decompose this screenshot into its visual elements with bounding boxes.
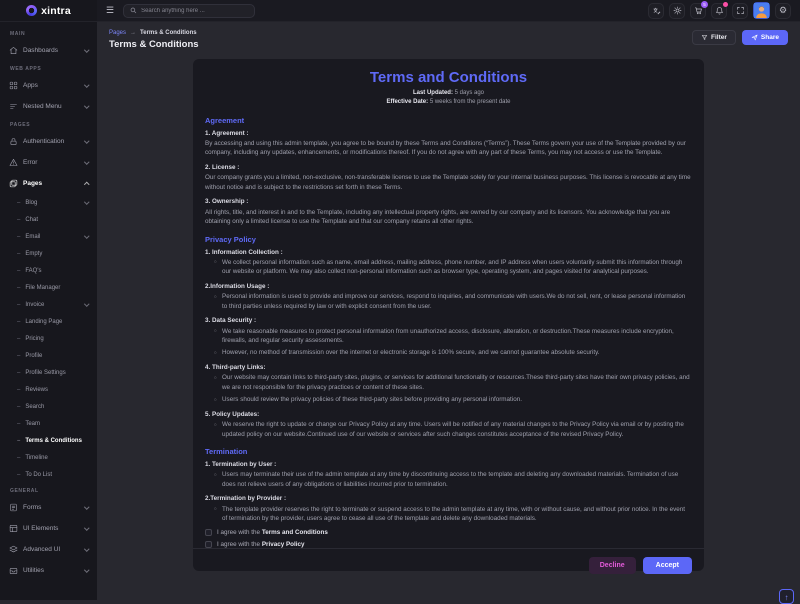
last-updated-label: Last Updated:: [412, 90, 453, 96]
sun-icon: [673, 6, 682, 15]
sidebar-item-dashboards[interactable]: Dashboards: [0, 40, 97, 61]
sidebar-item-pages[interactable]: Pages: [0, 173, 97, 194]
nested-menu-icon: [9, 102, 18, 111]
translate-button[interactable]: [648, 3, 664, 19]
sidebar-item-utilities[interactable]: Utilities: [0, 560, 97, 581]
filter-button[interactable]: Filter: [692, 30, 736, 45]
brand-logo[interactable]: [0, 5, 97, 17]
notifications-button[interactable]: [711, 3, 727, 19]
chevron-down-icon: [84, 199, 89, 204]
sidebar-subitem-timeline[interactable]: – Timeline: [17, 454, 48, 461]
section-heading-termination: Termination: [205, 446, 248, 456]
chevron-down-icon: [84, 103, 89, 108]
sidebar-section-main: MAIN: [10, 31, 26, 37]
gear-icon: ⚙: [778, 5, 788, 15]
lock-icon: [9, 137, 18, 146]
terms-block: 2.Termination by Provider : ○ The template provider reserves the right to terminate or suspend access to the admin template at any time, with or without cause, and without prior notice. In the event of termination by the provider, users agree to cease all use of the template and delete any downloaded materials.: [205, 494, 692, 523]
sidebar-toggle-button[interactable]: [106, 6, 114, 15]
share-button[interactable]: Share: [742, 30, 788, 45]
bullet-item: ○ We take reasonable measures to protect personal information from unauthorized access, disclosure, alteration, or destruction.These measures include encryption, firewalls, and regular security assessments.: [214, 327, 692, 346]
terms-block: 3. Data Security : ○ We take reasonable measures to protect personal information from unauthorized access, disclosure, alteration, or destruction.These measures include encryption, firewalls, and regular security assessments. ○ However, no method of transmission over the internet or electronic storage is 100% secure, and we cannot guarantee absolute security.: [205, 316, 692, 358]
terms-agree-row[interactable]: [205, 529, 692, 536]
sidebar: [0, 22, 97, 600]
bullet-item: ○ We collect personal information such as name, email address, mailing address, phone number, and IP address when users voluntarily submit this information through our website or platform. We may also collect non-personal information such as browser type, operating system, and pages visited for analytical purposes.: [214, 258, 692, 277]
logo-text: xintra: [41, 4, 71, 17]
bullet-item: ○ Personal information is used to provide and improve our services, respond to inquiries, and communicate with users.We do not sell, rent, or lease personal information to third parties unless required by law or with explicit consent from the user.: [214, 292, 692, 311]
terms-block: 1. Termination by User : ○ Users may terminate their use of the admin template at any time by discontinuing access to the template and deleting any downloaded materials. Termination of use does not relieve users of any obligations or liabilities incurred prior to termination.: [205, 460, 692, 489]
chevron-down-icon: [84, 47, 89, 52]
sidebar-subitem-blog[interactable]: – Blog: [0, 194, 97, 211]
sidebar-subitem-chat[interactable]: – Chat: [17, 216, 39, 223]
sidebar-subitem-to-do-list[interactable]: – To Do List: [17, 471, 53, 478]
chevron-down-icon: [84, 504, 89, 509]
privacy-policy-section: [205, 235, 692, 439]
sidebar-item-error[interactable]: Error: [0, 152, 97, 173]
share-icon: [751, 34, 758, 41]
search-box: [123, 4, 255, 18]
chevron-down-icon: [84, 159, 89, 164]
sidebar-item-apps[interactable]: Apps: [0, 75, 97, 96]
bullet-item: ○ We reserve the right to update or change our Privacy Policy at any time. Users will be notified of any material changes to the Privacy Policy via email or by posting the updated policy on our website.Continued use of our website or services after such changes constitutes acceptance of the revised Privacy Policy.: [214, 420, 692, 439]
accept-button[interactable]: Accept: [643, 557, 692, 574]
sidebar-subitem-profile[interactable]: – Profile: [17, 352, 43, 359]
terms-card: [193, 59, 704, 571]
chevron-down-icon: [84, 233, 89, 238]
sidebar-item-nested-menu[interactable]: Nested Menu: [0, 96, 97, 117]
sidebar-subitem-email[interactable]: – Email: [0, 228, 97, 245]
sidebar-section-pages: PAGES: [10, 122, 31, 128]
pages-icon: [9, 179, 18, 188]
sidebar-item-forms[interactable]: Forms: [0, 497, 97, 518]
sidebar-subitem-faqs[interactable]: – FAQ's: [17, 267, 42, 274]
terms-block: 4. Third-party Links: ○ Our website may contain links to third-party sites, plugins, or services for additional functionality or resources.These third-party sites have their own privacy policies, and we are not responsible for the privacy practices or content of these sites. ○ Users should review the privacy policies of these third-party sites before providing any personal information.: [205, 363, 692, 405]
form-icon: [9, 503, 18, 512]
sidebar-item-authentication[interactable]: Authentication: [0, 131, 97, 152]
home-icon: [9, 46, 18, 55]
main-content: [97, 22, 800, 600]
chevron-down-icon: [84, 301, 89, 306]
apps-grid-icon: [9, 81, 18, 90]
breadcrumb-current: Terms & Conditions: [140, 30, 197, 36]
breadcrumb-separator: →: [130, 30, 137, 36]
layers-icon: [9, 545, 18, 554]
terms-block: 2.Information Usage : ○ Personal information is used to provide and improve our services, respond to inquiries, and communicate with users.We do not sell, rent, or lease personal information to third parties unless required by law or with explicit consent from the user.: [205, 282, 692, 311]
sidebar-subitem-pricing[interactable]: – Pricing: [17, 335, 44, 342]
terms-agree-label: I agree with the Terms and Conditions: [217, 528, 328, 536]
termination-section: [205, 447, 692, 524]
section-heading-privacy: Privacy Policy: [205, 234, 256, 244]
filter-icon: [701, 34, 708, 41]
effective-date-label: Effective Date:: [386, 99, 429, 106]
fullscreen-icon: [736, 6, 745, 15]
hamburger-icon: ☰: [106, 5, 115, 15]
terms-block: 2. License : Our company grants you a limited, non-exclusive, non-transferable license to use the Template solely for your internal business purposes. This license is revocable at any time without notice and is subject to the restrictions set forth in these Terms.: [205, 163, 691, 191]
effective-date-value: 5 weeks from the present date: [429, 99, 511, 106]
avatar-image: [754, 3, 769, 18]
settings-button[interactable]: [775, 3, 791, 19]
theme-toggle-button[interactable]: [669, 3, 685, 19]
sidebar-item-advanced-ui[interactable]: Advanced UI: [0, 539, 97, 560]
topbar-main: [97, 0, 800, 21]
bullet-item: ○ The template provider reserves the right to terminate or suspend access to the admin template at any time, with or without cause, and without prior notice. In the event of termination by the provider, users agree to cease all use of the template and delete any downloaded materials.: [214, 505, 692, 524]
chevron-down-icon: [84, 138, 89, 143]
sidebar-subitem-team[interactable]: – Team: [17, 420, 41, 427]
cart-badge: 5: [701, 1, 708, 8]
topbar: [0, 0, 800, 22]
sidebar-section-general: GENERAL: [10, 488, 39, 494]
terms-meta: [205, 89, 692, 108]
chevron-down-icon: [84, 82, 89, 87]
sidebar-subitem-profile-settings[interactable]: – Profile Settings: [17, 369, 66, 376]
sidebar-subitem-terms-conditions[interactable]: – Terms & Conditions: [17, 437, 82, 444]
last-updated-value: 5 days ago: [454, 90, 485, 96]
translate-icon: [652, 6, 661, 15]
cart-button[interactable]: [690, 3, 706, 19]
privacy-agree-checkbox[interactable]: [205, 541, 212, 548]
bullet-item: ○ Users may terminate their use of the admin template at any time by discontinuing access to the template and deleting any downloaded materials. Termination of use does not relieve users of any obligations or liabilities incurred prior to termination.: [214, 470, 692, 489]
warning-triangle-icon: [9, 158, 18, 167]
cart-icon: [694, 6, 703, 15]
terms-content: [193, 59, 704, 548]
terms-block: 1. Agreement : By accessing and using this admin template, you agree to be bound by these Terms and Conditions (“Terms”). These Terms govern your use of the Template provided by our company, including any updates, enhancements, or modifications thereof. If you do not agree with any part of these Terms, you may not access or use the Template.: [205, 129, 686, 157]
sidebar-item-ui-elements[interactable]: UI Elements: [0, 518, 97, 539]
sidebar-subitem-search[interactable]: – Search: [17, 403, 45, 410]
chevron-up-icon: [84, 182, 89, 187]
sidebar-subitem-empty[interactable]: – Empty: [17, 250, 43, 257]
terms-block: 5. Policy Updates: ○ We reserve the right to update or change our Privacy Policy at any time. Users will be notified of any material changes to the Privacy Policy via email or by posting the updated policy on our website.Continued use of our website or services after such changes constitutes acceptance of the revised Privacy Policy.: [205, 410, 692, 439]
notification-dot: [723, 2, 728, 7]
terms-block: 1. Information Collection : ○ We collect personal information such as name, email address, mailing address, phone number, and IP address when users voluntarily submit this information through our website or platform. We may also collect non-personal information such as browser type, operating system, and pages visited for analytical purposes.: [205, 248, 692, 277]
terms-agree-checkbox[interactable]: [205, 529, 212, 536]
terms-block: 3. Ownership : All rights, title, and interest in and to the Template, including any intellectual property rights, are owned by our company and its licensors. You acknowledge that you are obtaining only a limited license to use the Template and that our company retains all other rights.: [205, 198, 671, 226]
drawer-icon: [9, 566, 18, 575]
search-input[interactable]: [141, 8, 248, 14]
section-heading-agreement: Agreement: [205, 115, 245, 125]
bell-icon: [715, 6, 724, 15]
terms-title: Terms and Conditions: [369, 69, 528, 86]
chevron-down-icon: [84, 546, 89, 551]
chevron-down-icon: [84, 525, 89, 530]
page-header: [97, 22, 800, 59]
page-title: Terms & Conditions: [109, 39, 199, 50]
sidebar-subitem-file-manager[interactable]: – File Manager: [17, 284, 61, 291]
breadcrumb: [109, 30, 199, 36]
sidebar-subitem-reviews[interactable]: – Reviews: [17, 386, 49, 393]
bullet-item: ○ Users should review the privacy policies of these third-party sites before providing any personal information.: [214, 395, 692, 404]
arrow-up-icon: ↑: [784, 592, 789, 602]
page-actions: [692, 30, 788, 45]
bullet-item: ○ Our website may contain links to third-party sites, plugins, or services for additional functionality or resources.These third-party sites have their own privacy policies, and we are not responsible for the privacy practices or content of these sites.: [214, 373, 692, 392]
terms-footer: [193, 548, 704, 582]
fullscreen-button[interactable]: [732, 3, 748, 19]
breadcrumb-link-pages[interactable]: Pages: [109, 30, 127, 36]
topbar-icons: [648, 2, 791, 19]
avatar[interactable]: [753, 2, 770, 19]
ui-elements-icon: [9, 524, 18, 533]
sidebar-section-web-apps: WEB APPS: [10, 66, 42, 72]
decline-button[interactable]: Decline: [589, 557, 636, 574]
privacy-agree-row[interactable]: [205, 541, 692, 548]
agreement-section: [205, 116, 692, 227]
scroll-to-top-button[interactable]: [779, 589, 794, 604]
privacy-agree-label: I agree with the Privacy Policy: [217, 540, 305, 548]
bullet-item: ○ However, no method of transmission over the internet or electronic storage is 100% secure, and we cannot guarantee absolute security.: [214, 348, 692, 357]
search-icon: [130, 7, 137, 14]
logo-icon: [26, 5, 37, 16]
sidebar-subitem-landing-page[interactable]: – Landing Page: [17, 318, 63, 325]
sidebar-subitem-invoice[interactable]: – Invoice: [0, 296, 97, 313]
chevron-down-icon: [84, 567, 89, 572]
